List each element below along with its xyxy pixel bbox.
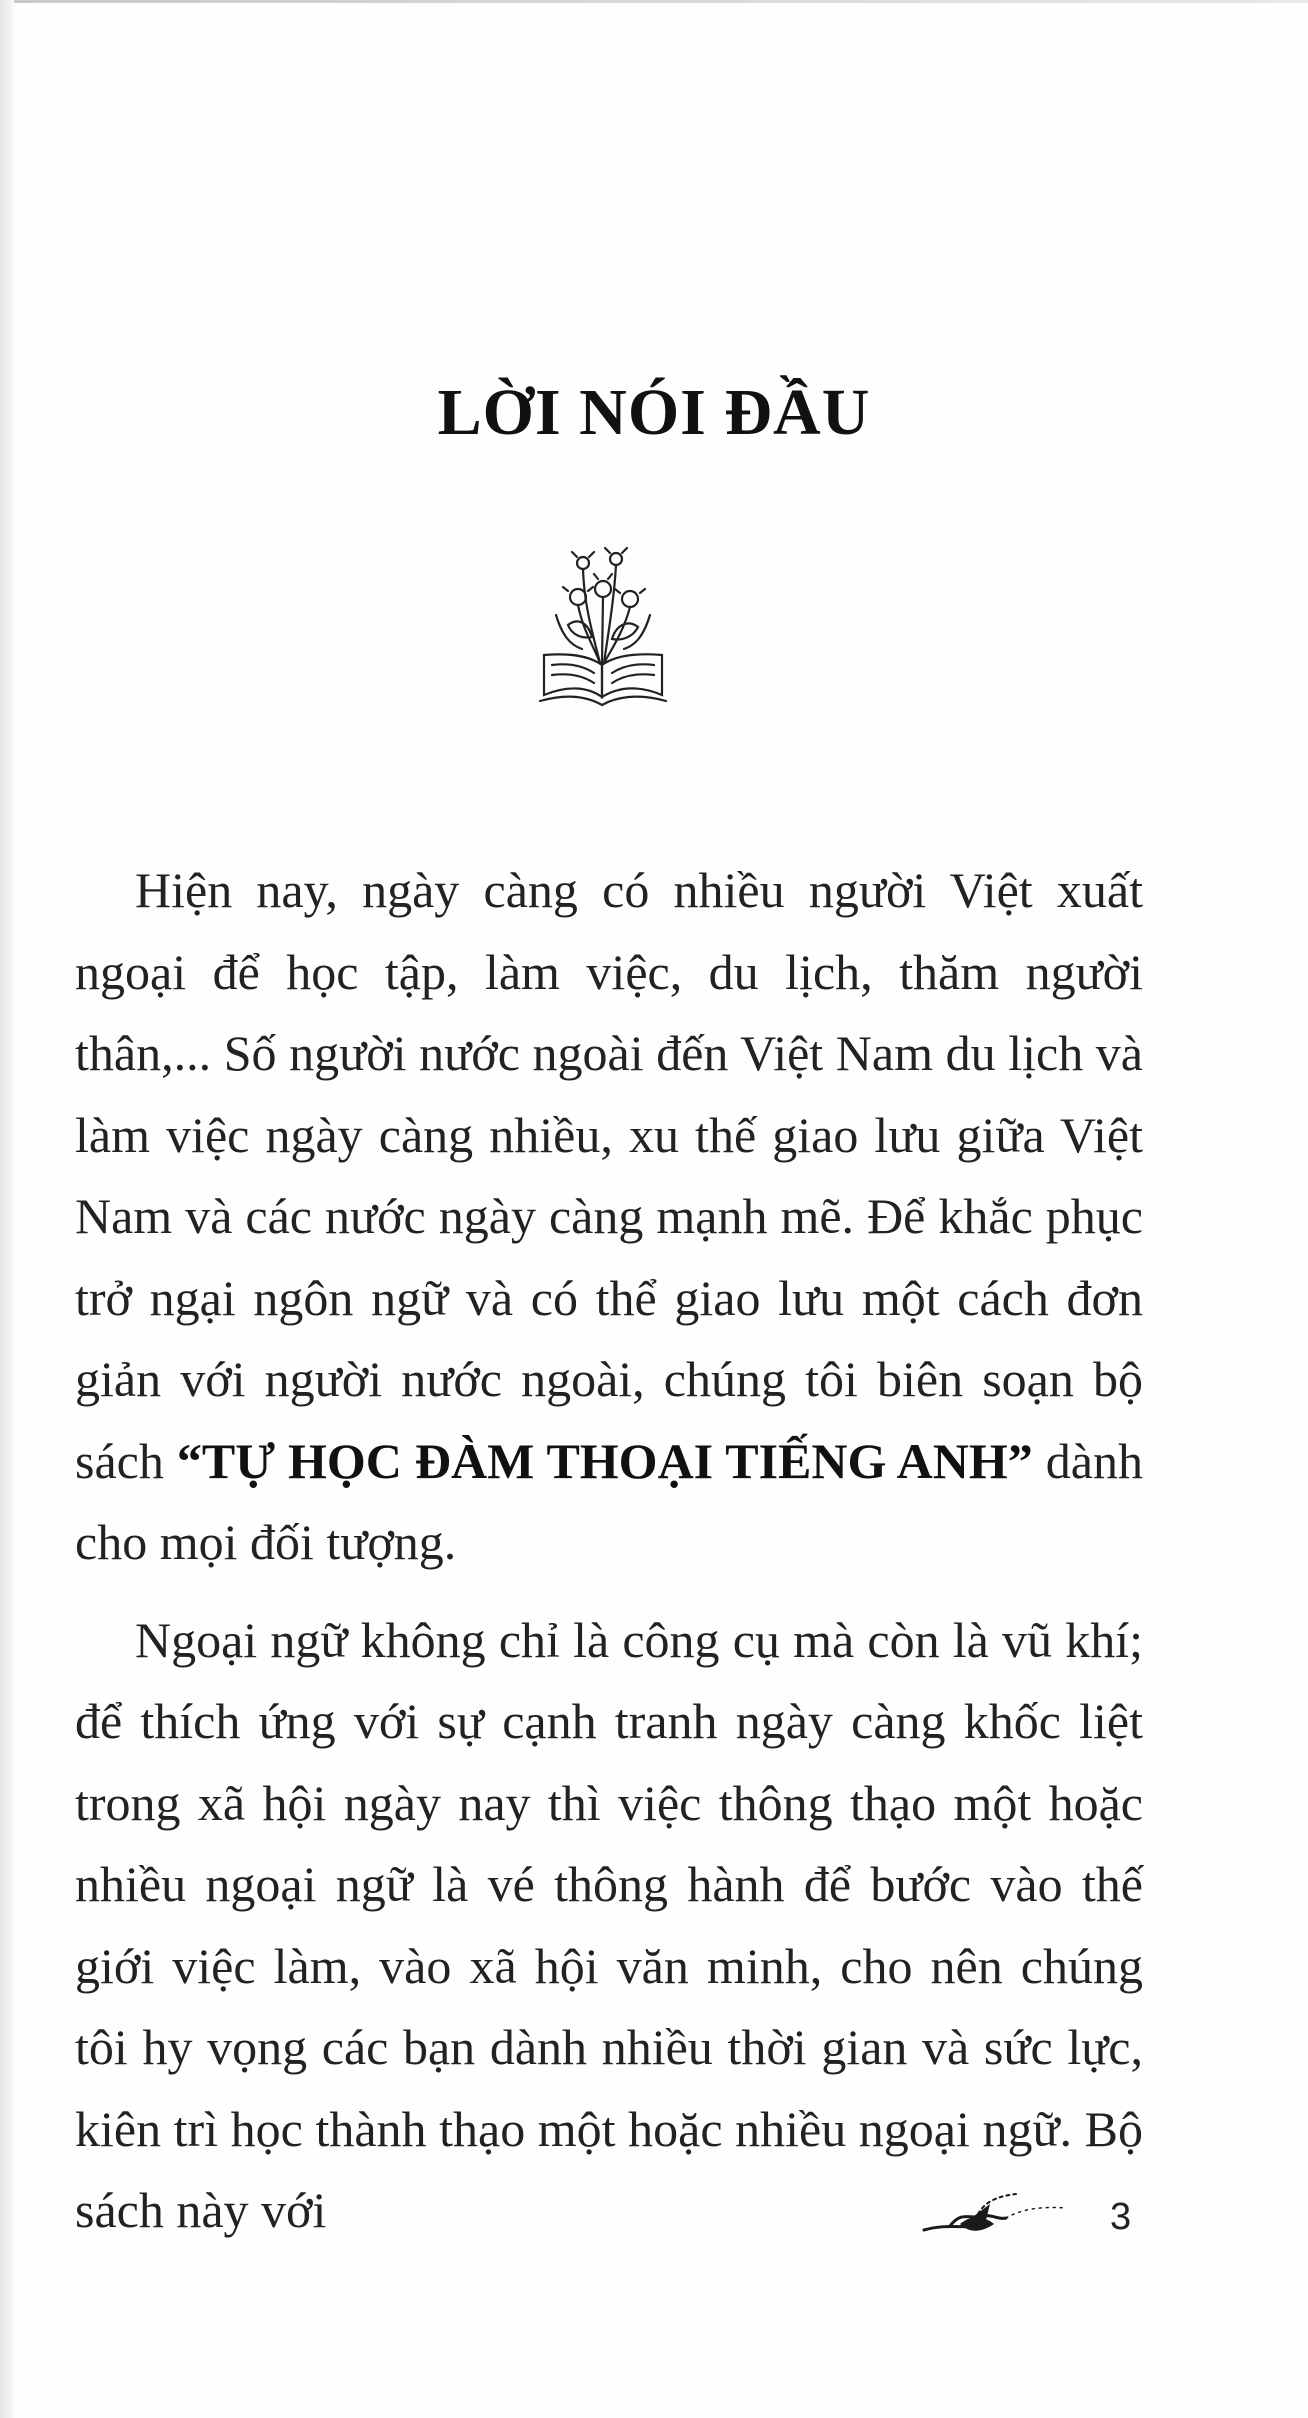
book-flowers-icon: [538, 545, 668, 710]
page-title: LỜI NÓI ĐẦU: [437, 376, 871, 449]
preface-body: [75, 850, 1143, 2252]
book-series-title: “TỰ HỌC ĐÀM THOẠI TIẾNG ANH”: [176, 1432, 1033, 1489]
page-number: 3: [1110, 2196, 1132, 2238]
paragraph-1-text-start: Hiện nay, ngày càng có nhiều người Việt xuất ngoại để học tập, làm việc, du lịch, thăm người thân,... Số người nước ngoài đến Việt Nam du lịch và làm việc ngày càng nhiều, xu thế giao lưu giữa Việt Nam và các nước ngày càng mạnh mẽ. Để khắc phục trở ngại ngôn ngữ và có thể giao lưu một cách đơn giản với người nước ngoài, chúng tôi biên soạn bộ sách: [75, 862, 1143, 1489]
flying-bird-icon: [920, 2180, 1070, 2245]
paragraph-2: Ngoại ngữ không chỉ là công cụ mà còn là vũ khí; để thích ứng với sự cạnh tranh ngày càng khốc liệt trong xã hội ngày nay thì việc thông thạo một hoặc nhiều ngoại ngữ là vé thông hành để bước vào thế giới việc làm, vào xã hội văn minh, cho nên chúng tôi hy vọng các bạn dành nhiều thời gian và sức lực, kiên trì học thành thạo một hoặc nhiều ngoại ngữ. Bộ sách này với: [75, 1611, 1143, 2238]
paragraph-1: [75, 850, 1143, 1584]
paragraph-1-text-end: dành cho mọi đối tượng.: [75, 1432, 1143, 1570]
page-gutter-shadow: [0, 0, 14, 2418]
page-top-edge: [14, 0, 1308, 3]
